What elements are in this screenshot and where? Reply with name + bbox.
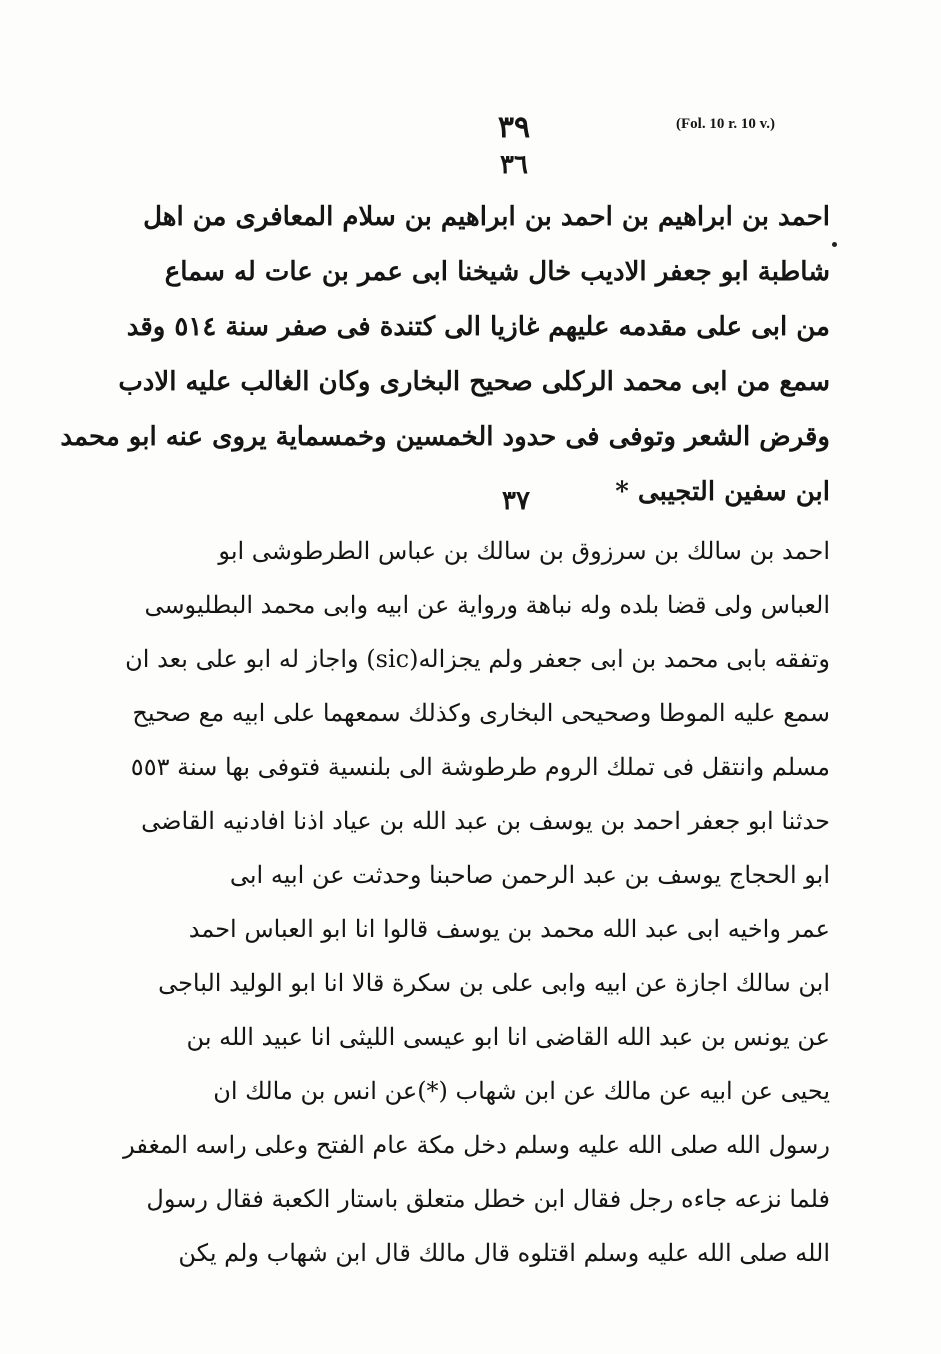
entry-37-text (123, 524, 830, 1280)
entry-37-line: احمد بن سالك بن سرزوق بن سالك بن عباس الطرطوشى ابو (218, 537, 830, 565)
entry-37-line: عمر واخيه ابى عبد الله محمد بن يوسف قالوا انا ابو العباس احمد (188, 915, 830, 943)
entry-37-line: عن يونس بن عبد الله القاضى انا ابو عيسى الليثى انا عبيد الله بن (186, 1023, 830, 1051)
entry-37-line: ابو الحجاج يوسف بن عبد الرحمن صاحبنا وحدثت عن ابيه ابى (229, 861, 830, 889)
margin-dot (832, 242, 837, 247)
entry-36-line: احمد بن ابراهيم بن احمد بن ابراهيم بن سلام المعافرى من اهل (143, 202, 830, 232)
entry-37-line: سمع عليه الموطا وصحيحى البخارى وكذلك سمعهما على ابيه مع صحيح (132, 699, 830, 727)
entry-37-line: العباس ولى قضا بلده وله نباهة ورواية عن ابيه وابى محمد البطليوسى (144, 591, 830, 619)
page-number: ٣٩ (497, 110, 531, 145)
entry-37-line: مسلم وانتقل فى تملك الروم طرطوشة الى بلنسية فتوفى بها سنة ٥٥٣ (130, 753, 830, 781)
entry-37-line: رسول الله صلى الله عليه وسلم دخل مكة عام الفتح وعلى راسه المغفر (123, 1131, 830, 1159)
entry-36-line: شاطبة ابو جعفر الاديب خال شيخنا ابى عمر بن عات له سماع (164, 257, 830, 287)
entry-36-line: وقرض الشعر وتوفى فى حدود الخمسين وخمسماية يروى عنه ابو محمد (60, 422, 830, 452)
entry-36-line: سمع من ابى محمد الركلى صحيح البخارى وكان الغالب عليه الادب (118, 367, 830, 397)
entry-37-line: الله صلى الله عليه وسلم اقتلوه قال مالك قال ابن شهاب ولم يكن (178, 1239, 830, 1267)
folio-reference: (Fol. 10 r. 10 v.) (676, 116, 776, 132)
entry-36-line: ابن سفين التجيبى * (615, 477, 830, 507)
entry-36-line: من ابى على مقدمه عليهم غازيا الى كتندة فى صفر سنة ٥١٤ وقد (126, 312, 830, 342)
entry-37-line: حدثنا ابو جعفر احمد بن يوسف بن عبد الله بن عياد اذنا افادنيه القاضى (141, 807, 830, 835)
entry-36-text (60, 190, 830, 520)
entry-number-36: ٣٦ (500, 150, 528, 180)
entry-37-line: يحيى عن ابيه عن مالك عن ابن شهاب (*)عن انس بن مالك ان (213, 1077, 830, 1105)
entry-37-line: فلما نزعه جاءه رجل فقال ابن خطل متعلق باستار الكعبة فقال رسول (146, 1185, 830, 1213)
entry-37-line: ابن سالك اجازة عن ابيه وابى على بن سكرة قالا انا ابو الوليد الباجى (158, 969, 830, 997)
entry-number-37: ٣٧ (502, 486, 530, 516)
entry-37-line: وتفقه بابى محمد بن ابى جعفر ولم يجزاله(sic) واجاز له ابو على بعد ان (125, 645, 830, 673)
